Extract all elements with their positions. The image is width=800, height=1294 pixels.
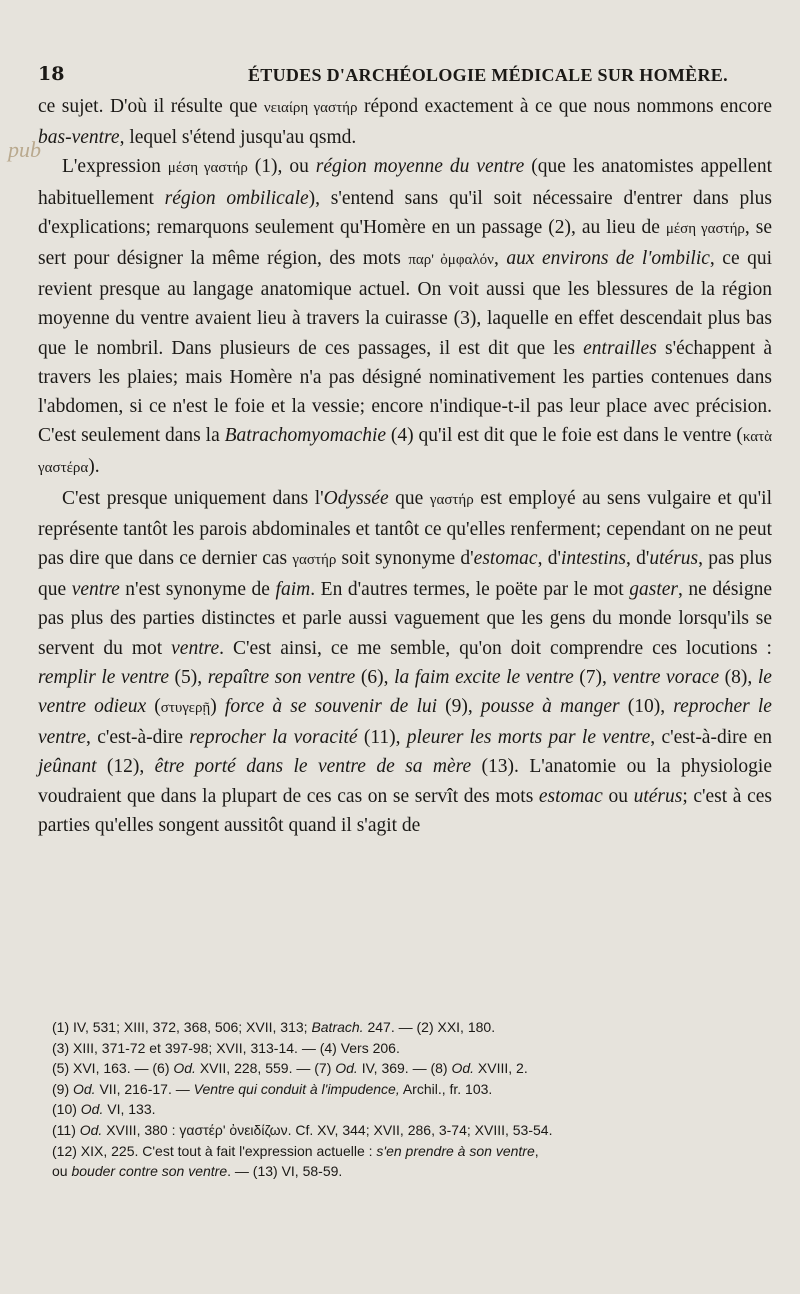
footnote-line — [52, 1099, 772, 1120]
text-run: (10) — [52, 1101, 81, 1118]
text-run: . En d'autres termes, le poëte par le mot — [310, 579, 630, 601]
italic-term: bas-ventre — [38, 127, 120, 149]
footnote-line — [52, 1141, 772, 1162]
italic-term: reprocher la voracité — [189, 727, 358, 749]
text-run: ou — [52, 1163, 72, 1180]
text-run: C'est presque uniquement dans l' — [62, 487, 324, 509]
running-title: ÉTUDES D'ARCHÉOLOGIE MÉDICALE SUR HOMÈRE. — [248, 65, 728, 85]
text-run: (11) — [52, 1121, 80, 1138]
text-run: (1), ou — [247, 156, 316, 178]
text-run: , c'est-à-dire — [86, 727, 190, 749]
italic-term: pleurer les morts par le ventre — [406, 727, 651, 749]
footnote-line — [52, 1017, 772, 1038]
footnotes — [52, 1017, 772, 1182]
text-run: XVIII, 2. — [474, 1060, 528, 1077]
text-run: ; c'est à ces parties qu'elles songent aussitôt quand il s'agit de — [38, 785, 772, 836]
text-run: ou — [602, 785, 634, 807]
italic-term: faim — [275, 579, 311, 601]
text-run: Archil., fr. 103. — [399, 1080, 493, 1097]
italic-term: Od. — [79, 1121, 103, 1138]
text-run: , — [534, 1142, 539, 1159]
text-run: répond exactement à ce que nous nommons encore — [357, 96, 772, 117]
text-run: (que les anatomistes appellent habituellement — [38, 156, 772, 209]
italic-term: utérus — [649, 548, 699, 570]
text-run: , ce qui revient presque au langage anatomique actuel. On voit aussi que les blessures de la région moyenne du ventre avaient lieu à travers la cuirasse (3), laquelle en effet descendait plus bas que le nombril. Dans plusieurs de ces passages, il est dit que les — [38, 248, 773, 359]
text-run: (5) XVI, 163. — (6) — [52, 1060, 174, 1077]
italic-term: estomac — [538, 785, 603, 807]
text-run: (4) qu'il est dit que le foie est dans le ventre ( — [386, 425, 743, 447]
text-run: (13). L'anatomie ou la physiologie voudraient que dans la plupart de ces cas on se servît des mots — [38, 756, 772, 807]
italic-term: Od. — [80, 1101, 104, 1118]
italic-term: Od. — [173, 1060, 196, 1077]
text-run: IV, 369. — (8) — [357, 1060, 452, 1077]
text-run: , lequel s'étend jusqu'au qsmd. — [119, 127, 357, 149]
text-run: que — [388, 487, 430, 509]
italic-term: utérus — [633, 785, 683, 807]
italic-term: reprocher le ventre — [38, 696, 772, 749]
text-run: (1) IV, 531; XIII, 372, 368, 506; XVII, 313; — [52, 1019, 312, 1035]
footnote-line — [52, 1058, 772, 1079]
text-run: L'expression — [62, 156, 168, 178]
italic-term: région ombilicale — [164, 187, 309, 209]
greek-term: κατὰ γαστέρα — [38, 429, 772, 477]
italic-term: entrailles — [583, 337, 657, 359]
paragraph — [38, 152, 772, 483]
text-run: VI, 133. — [103, 1101, 156, 1118]
text-run: , ne désigne pas plus des parties distinctes et parle aussi vaguement que les gens du monde lorsqu'ils se servent du mot — [38, 579, 772, 659]
text-run: , d' — [537, 548, 561, 570]
italic-term: Ventre qui conduit à l'impudence, — [193, 1080, 400, 1097]
footnote-line — [52, 1120, 772, 1141]
paragraph — [38, 92, 772, 152]
text-run: ( — [146, 696, 161, 718]
paragraph — [38, 484, 772, 840]
footnote-line — [52, 1079, 772, 1100]
text-run: . C'est ainsi, ce me semble, qu'on doit comprendre ces locutions : — [219, 637, 772, 659]
italic-term: le ventre odieux — [38, 666, 772, 718]
text-run: (5), — [168, 666, 208, 688]
italic-term: gaster — [629, 579, 678, 601]
text-run: est employé au sens vulgaire et qu'il représente tantôt les parois abdominales et tantôt ce qu'elles renferment; cependant on ne peut pas dire que dans ce dernier cas — [38, 487, 773, 570]
text-run: , pas plus que — [38, 548, 772, 601]
italic-term: intestins — [560, 548, 626, 570]
greek-term: νειαίρη γαστήρ — [263, 100, 358, 116]
text-run: (11), — [357, 727, 407, 749]
greek-term: μέση γαστήρ — [167, 160, 248, 177]
text-run: (7), — [573, 666, 613, 688]
text-run: ). — [88, 456, 100, 478]
italic-term: jeûnant — [38, 756, 97, 778]
text-run: VII, 216-17. — — [95, 1080, 194, 1097]
italic-term: aux environs de l'ombilic — [506, 248, 710, 270]
body-text — [38, 92, 772, 840]
text-run: , d' — [625, 548, 650, 570]
greek-term: παρ' ὀμφαλόν — [408, 252, 494, 269]
greek-term: μέση γαστήρ — [665, 220, 745, 237]
italic-term: la faim excite le ventre — [394, 666, 574, 688]
italic-term: remplir le ventre — [38, 666, 169, 688]
text-run: (12), — [96, 756, 155, 778]
italic-term: ventre — [171, 637, 220, 659]
text-run: XVII, 228, 559. — (7) — [195, 1060, 336, 1077]
text-run: (9), — [437, 696, 481, 718]
greek-term: γαστήρ — [292, 552, 337, 569]
italic-term: Odyssée — [323, 487, 389, 509]
text-run: n'est synonyme de — [119, 579, 276, 601]
greek-term: στυγερῇ — [160, 700, 211, 717]
footnote-line — [52, 1038, 772, 1059]
italic-term: pousse à manger — [480, 696, 620, 718]
italic-term: s'en prendre à son ventre — [376, 1142, 535, 1159]
text-run: ) — [210, 696, 225, 718]
italic-term: Batrachomyomachie — [224, 425, 387, 447]
text-run: s'échappent à travers les plaies; mais Homère n'a pas désigné nominativement les parties contenues dans l'abdomen, si ce n'est le foie et la vessie; encore n'indique-t-il pas leur place avec précision. C'est seulement dans la — [38, 337, 772, 447]
italic-term: force à se souvenir de lui — [224, 696, 438, 718]
text-run: (6), — [355, 666, 395, 688]
text-run: ), s'entend sans qu'il soit nécessaire d'entrer dans plus d'explications; remarquons seulement qu'Homère en un passage (2), au lieu de — [38, 187, 772, 238]
text-run: (8), — [719, 666, 758, 688]
text-run: (12) XIX, 225. C'est tout à fait l'expression actuelle : — [52, 1142, 377, 1159]
text-run: , — [493, 248, 507, 270]
page-header — [38, 57, 778, 87]
text-run: , se sert pour désigner la même région, des mots — [38, 216, 773, 270]
italic-term: estomac — [473, 548, 538, 570]
italic-term: Od. — [73, 1080, 96, 1097]
italic-term: ventre — [71, 579, 120, 601]
text-run: (3) XIII, 371-72 et 397-98; XVII, 313-14. — (4) Vers 206. — [52, 1039, 400, 1056]
footnote-line — [52, 1161, 772, 1182]
text-run: (9) — [52, 1080, 73, 1097]
italic-term: ventre vorace — [612, 666, 720, 688]
text-run: (10), — [619, 696, 674, 718]
text-run: ce sujet. D'où il résulte que — [38, 96, 264, 117]
bleed-through-mark: pub — [8, 137, 41, 162]
text-run: soit synonyme d' — [336, 548, 474, 570]
italic-term: Od. — [451, 1060, 475, 1077]
text-run: XVIII, 380 : γαστέρ' ὀνειδίζων. Cf. XV, 344; XVII, 286, 3-74; XVIII, 53-54. — [102, 1121, 553, 1138]
italic-term: bouder contre son ventre — [71, 1163, 228, 1180]
italic-term: région moyenne du ventre — [315, 156, 525, 178]
text-run: 247. — (2) XXI, 180. — [363, 1019, 496, 1035]
italic-term: repaître son ventre — [207, 666, 356, 688]
text-run: . — (13) VI, 58-59. — [227, 1163, 343, 1180]
greek-term: γαστήρ — [429, 491, 474, 508]
page-number: 18 — [38, 63, 65, 85]
text-run: , c'est-à-dire en — [650, 727, 772, 749]
italic-term: être porté dans le ventre de sa mère — [154, 756, 472, 778]
italic-term: Batrach. — [311, 1019, 364, 1035]
italic-term: Od. — [335, 1060, 358, 1077]
